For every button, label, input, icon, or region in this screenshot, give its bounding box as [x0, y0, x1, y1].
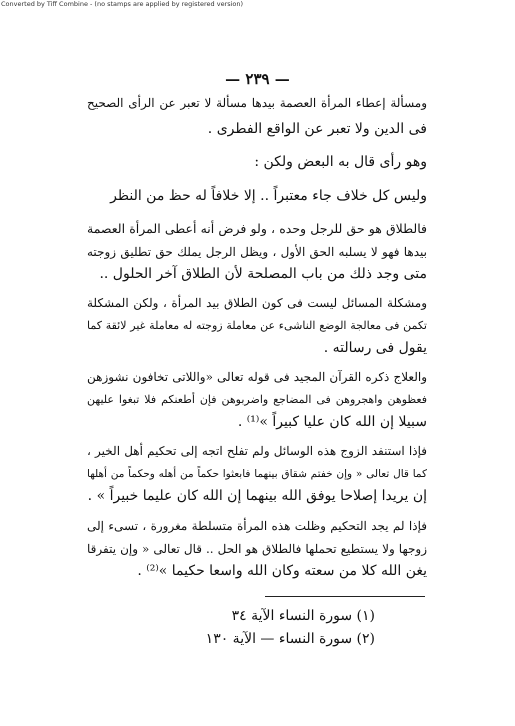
text-line: وليس كل خلاف جاء معتبراً .. إلا خلافاً له حظ من النظر [110, 188, 427, 204]
text-line: فإذا لم يجد التحكيم وظلت هذه المرأة متسلطة مغرورة ، تسىء إلى [87, 519, 427, 533]
text-line: ومسألة إعطاء المرأة العصمة بيدها مسألة لا تعبر عن الرأى الصحيح [87, 96, 427, 110]
footnote: (٢) سورة النساء — الآية ١٣٠ [205, 631, 375, 647]
text-line: ومشكلة المسائل ليست فى كون الطلاق بيد المرأة ، ولكن المشكلة [87, 296, 427, 310]
text-line: فى الدين ولا تعبر عن الواقع الفطرى . [207, 121, 427, 137]
text-line: بيدها فهو لا يسلبه الحق الأول ، ويظل الرجل يملك حق تطليق زوجته [87, 245, 427, 259]
text-line: فالطلاق هو حق للرجل وحده ، ولو فرض أنه أعطى المرأة العصمة [87, 221, 427, 236]
text-line: زوجها ولا يستطيع تحملها فالطلاق هو الحل .. قال تعالى « وإن يتفرقا [87, 542, 427, 556]
text-line: كما قال تعالى « وإن خفتم شقاق بينهما فابعثوا حكماً من أهله وحكماً من أهلها [87, 468, 427, 480]
page-number: — ٢٣٩ — [225, 70, 290, 88]
text-line: والعلاج ذكره القرآن المجيد فى قوله تعالى «واللاتى تخافون نشوزهن [87, 370, 427, 384]
converter-watermark: Converted by Tiff Combine - (no stamps are applied by registered version) [1, 0, 244, 8]
footnote-divider [265, 596, 425, 597]
text-line: يغن الله كلا من سعته وكان الله واسعا حكيما »⁽²⁾ . [137, 563, 427, 579]
text-line: يقول فى رسالته . [323, 340, 427, 356]
footnote: (١) سورة النساء الآية ٣٤ [231, 608, 375, 624]
text-line: إن يريدا إصلاحا يوفق الله بينهما إن الله كان عليما خبيراً » . [87, 488, 427, 504]
text-line: تكمن فى معالجة الوضع الناشىء عن معاملة زوجته له معاملة غير لائقة كما [87, 319, 427, 332]
text-line: متى وجد ذلك من باب المصلحة لأن الطلاق آخر الحلول .. [99, 266, 427, 282]
text-line: سبيلا إن الله كان عليا كبيراً »⁽¹⁾ . [237, 414, 427, 430]
text-line: وهو رأى قال به البعض ولكن : [254, 154, 427, 170]
text-line: فعظوهن واهجروهن فى المضاجع واضربوهن فإن أطعنكم فلا تبغوا عليهن [87, 393, 427, 406]
text-line: فإذا استنفد الزوج هذه الوسائل ولم تفلح اتجه إلى تحكيم أهل الخير ، [87, 444, 427, 458]
